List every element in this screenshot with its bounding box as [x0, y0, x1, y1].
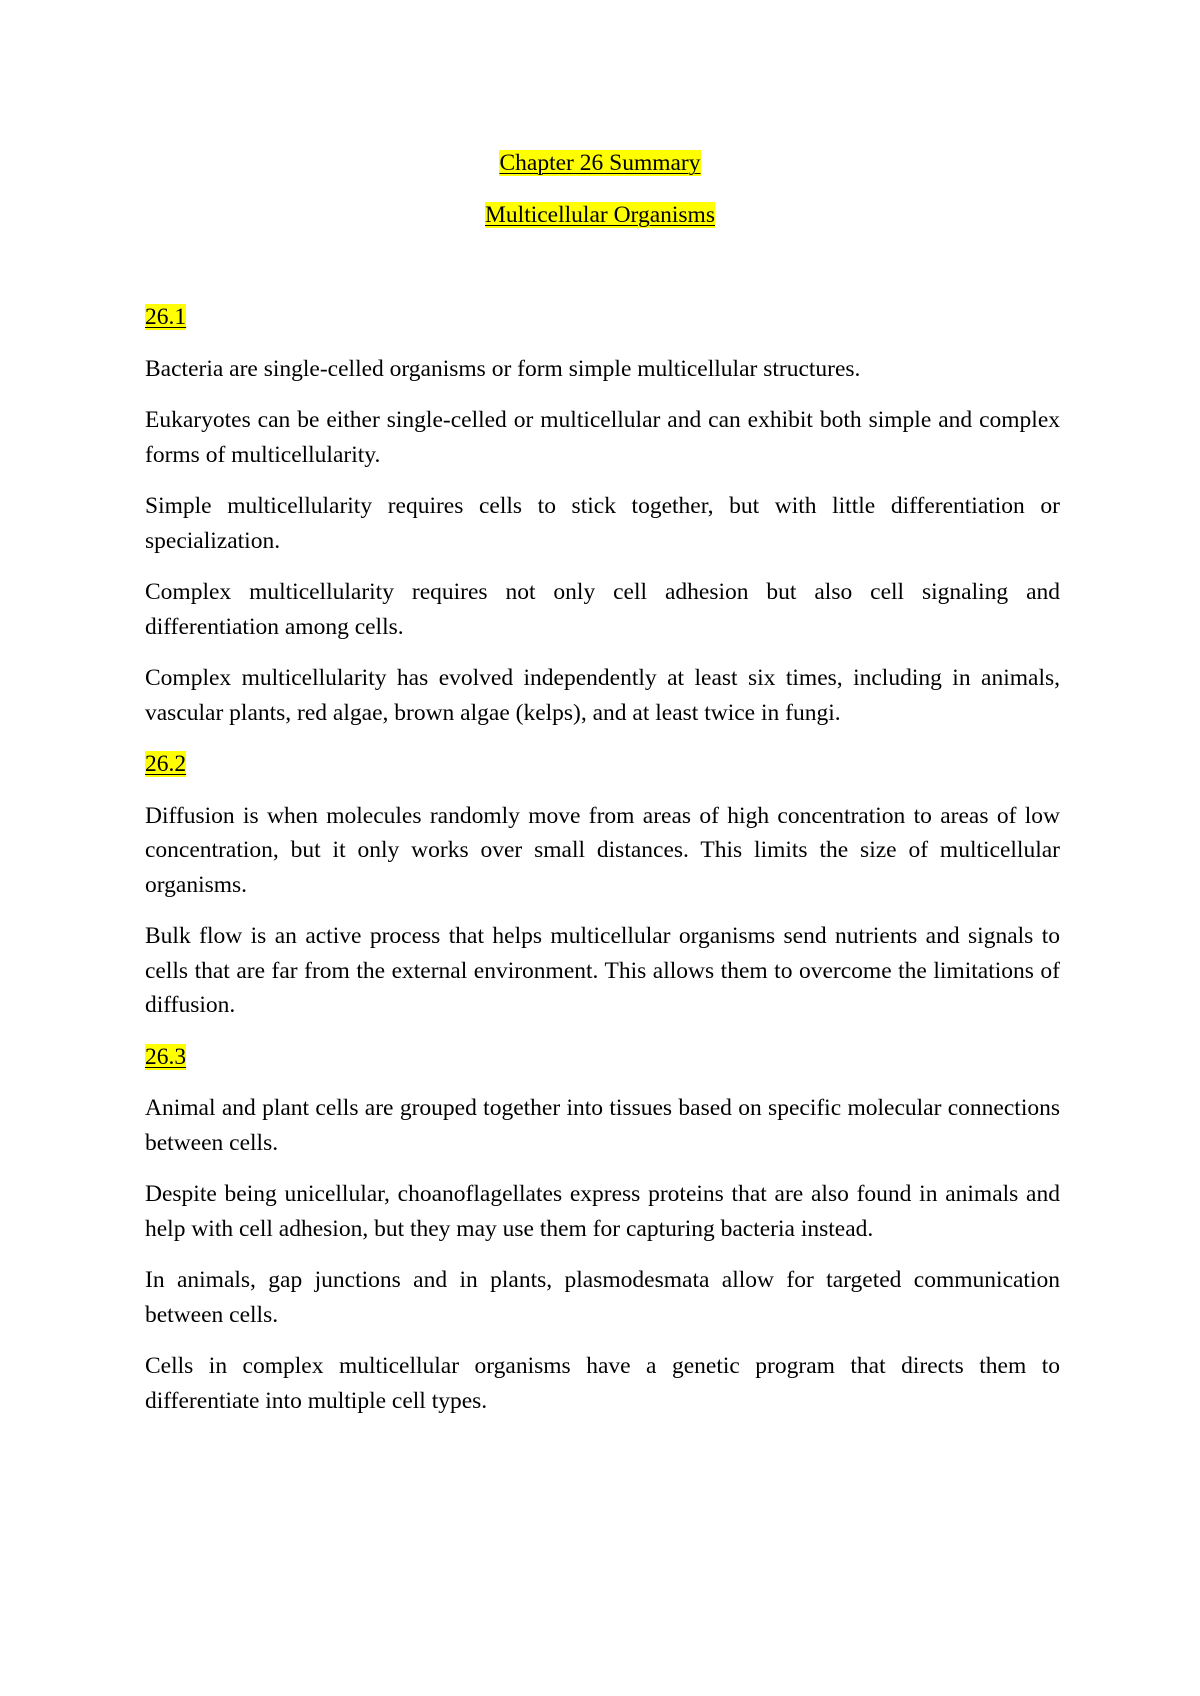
document-body: [145, 300, 1060, 1435]
section-number: 26.3: [145, 1043, 187, 1070]
paragraph: Complex multicellularity requires not only cell adhesion but also cell signaling and differentiation among cells.: [145, 579, 1060, 640]
section-heading: [145, 300, 1060, 335]
paragraph: In animals, gap junctions and in plants, plasmodesmata allow for targeted communication between cells.: [145, 1267, 1060, 1328]
section-heading: [145, 747, 1060, 782]
title-block: [0, 146, 1200, 232]
paragraph: Bulk flow is an active process that helps multicellular organisms send nutrients and signals to cells that are far from the external environment. This allows them to overcome the limitations of diffusion.: [145, 923, 1060, 1018]
section-number: 26.1: [145, 304, 187, 330]
paragraph: Bacteria are single-celled organisms or form simple multicellular structures.: [145, 355, 861, 382]
document-title: Chapter 26 Summary: [499, 150, 701, 176]
paragraph: Eukaryotes can be either single-celled or multicellular and can exhibit both simple and complex forms of multicellularity.: [145, 407, 1060, 468]
paragraph: Diffusion is when molecules randomly move from areas of high concentration to areas of low concentration, but it only works over small distances. This limits the size of multicellular organisms.: [145, 802, 1060, 898]
paragraph: Complex multicellularity has evolved independently at least six times, including in animals, vascular plants, red algae, brown algae (kelps), and at least twice in fungi.: [145, 665, 1060, 726]
section-heading: [145, 1040, 1060, 1075]
section-number: 26.2: [145, 751, 187, 777]
paragraph: Animal and plant cells are grouped together into tissues based on specific molecular connections between cells.: [145, 1095, 1060, 1156]
subtitle-line: [0, 198, 1200, 233]
paragraph: Despite being unicellular, choanoflagellates express proteins that are also found in animals and help with cell adhesion, but they may use them for capturing bacteria instead.: [145, 1181, 1060, 1242]
document-subtitle: Multicellular Organisms: [485, 201, 715, 228]
paragraph: Simple multicellularity requires cells to stick together, but with little differentiation or specialization.: [145, 493, 1060, 554]
title-line: [0, 146, 1200, 181]
paragraph: Cells in complex multicellular organisms have a genetic program that directs them to differentiate into multiple cell types.: [145, 1353, 1060, 1414]
